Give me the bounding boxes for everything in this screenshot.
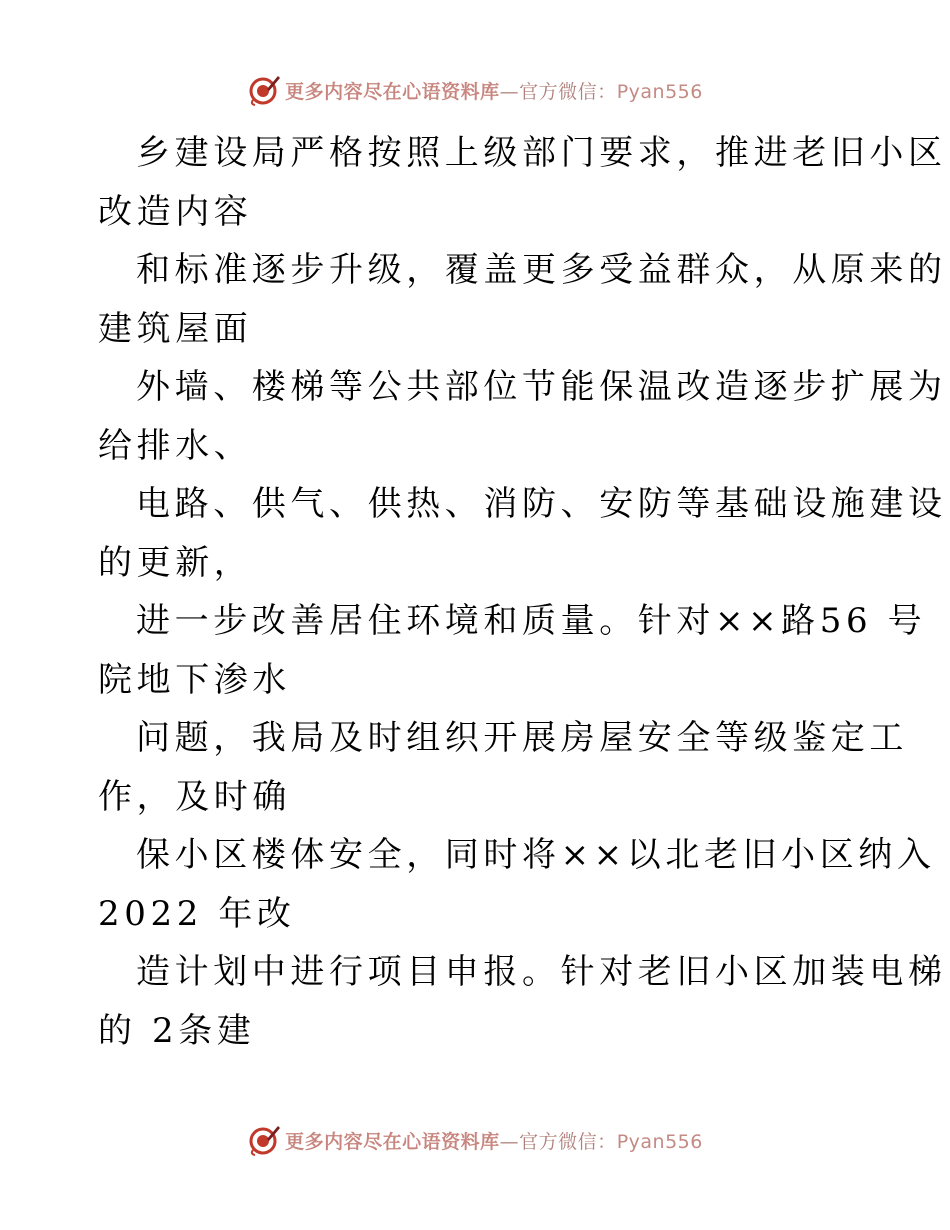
- text-line: 乡建设局严格按照上级部门要求，推进老旧小区: [136, 133, 947, 173]
- wax-seal-quill-icon: [247, 1123, 281, 1157]
- text-line: 的 2条建: [98, 1010, 256, 1051]
- text-line: 院地下渗水: [98, 659, 291, 700]
- header-watermark: [0, 70, 950, 110]
- text-line: 和标准逐步升级，覆盖更多受益群众，从原来的: [136, 250, 947, 290]
- wax-seal-quill-icon: [247, 73, 281, 107]
- text-line: 电路、供气、供热、消防、安防等基础设施建设: [136, 484, 947, 524]
- document-body: [98, 124, 947, 1060]
- text-line: 2022 年改: [98, 893, 296, 934]
- text-line: 给排水、: [98, 425, 253, 466]
- text-line: 改造内容: [98, 191, 253, 232]
- footer-watermark: [0, 1120, 950, 1160]
- text-line: 进一步改善居住环境和质量。针对××路56 号: [136, 601, 927, 641]
- watermark-text: 更多内容尽在心语资料库—官方微信：Pyan556: [285, 1130, 703, 1153]
- text-line: 建筑屋面: [98, 308, 253, 349]
- watermark-text: 更多内容尽在心语资料库—官方微信：Pyan556: [285, 80, 703, 103]
- text-line: 外墙、楼梯等公共部位节能保温改造逐步扩展为: [136, 367, 947, 407]
- text-line: 保小区楼体安全，同时将××以北老旧小区纳入: [136, 835, 936, 875]
- text-line: 问题，我局及时组织开展房屋安全等级鉴定工: [136, 718, 908, 758]
- text-line: 造计划中进行项目申报。针对老旧小区加装电梯: [136, 952, 947, 992]
- text-line: 作，及时确: [98, 776, 291, 817]
- text-line: 的更新，: [98, 542, 253, 583]
